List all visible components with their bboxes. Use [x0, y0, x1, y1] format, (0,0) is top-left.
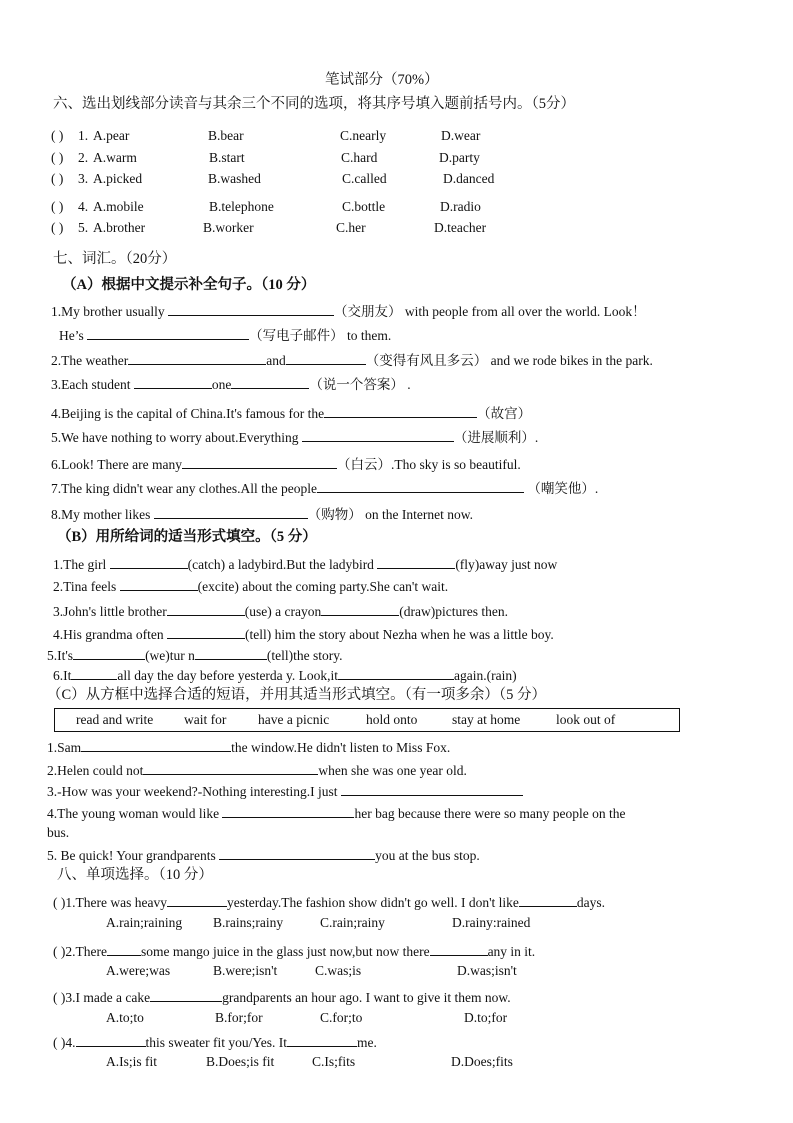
- mc-option-c: C.was;is: [315, 963, 362, 978]
- mc-option-c: C.rain;rainy: [320, 915, 385, 930]
- blank: [287, 1033, 357, 1047]
- blank: [150, 988, 222, 1002]
- question-number: 4.: [78, 199, 89, 214]
- mc-option-c: C.for;to: [320, 1010, 363, 1025]
- question-number: 1.: [78, 128, 89, 143]
- phrase-option: wait for: [184, 712, 227, 727]
- option-d: D.wear: [441, 128, 481, 143]
- option-a: A.mobile: [93, 199, 144, 214]
- blank[interactable]: [317, 479, 524, 493]
- section-7-heading: 七、词汇。（20分）: [53, 251, 177, 267]
- option-a: A.warm: [93, 150, 137, 165]
- blank[interactable]: [324, 404, 477, 418]
- 7c-question-3: 3.-How was your weekend?-Nothing interesting.I just: [47, 782, 523, 800]
- mc-option-d: D.to;for: [464, 1010, 508, 1025]
- option-c: C.hard: [341, 150, 378, 165]
- mc-question-2: ( )2.There some mango juice in the glass just now,but now there any in it.: [53, 944, 536, 959]
- mc-option-a: A.Is;is fit: [106, 1054, 158, 1069]
- answer-bracket[interactable]: ( ): [51, 128, 64, 143]
- option-a: A.pear: [93, 128, 130, 143]
- blank[interactable]: [128, 351, 266, 365]
- mc-question-3: ( )3.I made a cake grandparents an hour ago. I want to give it them now.: [53, 990, 511, 1005]
- blank[interactable]: [231, 375, 309, 389]
- 7a-question-1: 1.My brother usually （交朋友） with people from all over the world. Look！: [51, 304, 646, 319]
- blank: [107, 942, 141, 956]
- blank: [519, 893, 577, 907]
- 7a-question-8: 8.My mother likes （购物） on the Internet now.: [51, 507, 473, 522]
- blank[interactable]: [71, 666, 117, 680]
- phrase-option: look out of: [556, 712, 616, 727]
- phrase-option: read and write: [76, 712, 154, 727]
- blank: [76, 1033, 146, 1047]
- mc-option-b: B.for;for: [215, 1010, 263, 1025]
- blank[interactable]: [120, 577, 198, 591]
- option-c: C.called: [342, 171, 387, 186]
- option-d: D.teacher: [434, 220, 487, 235]
- option-d: D.danced: [443, 171, 495, 186]
- mc-option-b: B.rains;rainy: [213, 915, 284, 930]
- mc-option-d: D.rainy:rained: [452, 915, 531, 930]
- mc-option-a: A.were;was: [106, 963, 171, 978]
- mc-option-d: D.Does;fits: [451, 1054, 513, 1069]
- mc-option-d: D.was;isn't: [457, 963, 517, 978]
- option-d: D.party: [439, 150, 480, 165]
- mc-option-b: B.were;isn't: [213, 963, 278, 978]
- mc-question-4: ( )4. this sweater fit you/Yes. It me.: [53, 1035, 377, 1050]
- question-number: 2.: [78, 150, 89, 165]
- option-c: C.her: [336, 220, 366, 235]
- 7a-question-2: 2.The weather and （变得有风且多云） and we rode bikes in the park.: [51, 353, 653, 368]
- phrase-option: stay at home: [452, 712, 521, 727]
- mc-option-a: A.rain;raining: [106, 915, 183, 930]
- blank[interactable]: [302, 428, 454, 442]
- 7b-question-6: 6.It all day the day before yesterda y. Look,it again.(rain): [53, 668, 517, 683]
- answer-bracket[interactable]: ( ): [51, 199, 64, 214]
- 7b-question-3: 3.John's little brother (use) a crayon (draw)pictures then.: [53, 604, 508, 619]
- answer-bracket[interactable]: ( ): [53, 944, 66, 959]
- blank[interactable]: [167, 625, 245, 639]
- option-c: C.nearly: [340, 128, 387, 143]
- blank[interactable]: [167, 602, 245, 616]
- mc-option-c: C.Is;fits: [312, 1054, 356, 1069]
- answer-bracket[interactable]: ( ): [53, 990, 66, 1005]
- question-number: 3.: [78, 171, 89, 186]
- 7b-question-1: 1.The girl (catch) a ladybird.But the ladybird (fly)away just now: [53, 557, 558, 572]
- option-b: B.start: [209, 150, 245, 165]
- answer-bracket[interactable]: ( ): [51, 171, 64, 186]
- blank: [167, 893, 227, 907]
- blank[interactable]: [222, 804, 354, 818]
- section-6-heading: 六、选出划线部分读音与其余三个不同的选项，将其序号填入题前括号内。（5分）: [53, 96, 575, 112]
- answer-bracket[interactable]: ( ): [53, 1035, 66, 1050]
- option-b: B.bear: [208, 128, 244, 143]
- option-c: C.bottle: [342, 199, 386, 214]
- blank[interactable]: [110, 555, 188, 569]
- section-7c-heading: （C）从方框中选择合适的短语，并用其适当形式填空。（有一项多余）（5 分）: [47, 687, 547, 703]
- blank[interactable]: [87, 326, 249, 340]
- mc-option-b: B.Does;is fit: [206, 1054, 275, 1069]
- mc-question-1: ( )1.There was heavy yesterday.The fashion show didn't go well. I don't like days.: [53, 895, 606, 910]
- blank[interactable]: [338, 666, 454, 680]
- option-a: A.picked: [93, 171, 143, 186]
- blank[interactable]: [154, 505, 308, 519]
- blank: [430, 942, 488, 956]
- blank[interactable]: [81, 738, 231, 752]
- 7b-question-2: 2.Tina feels (excite) about the coming party.She can't wait.: [53, 579, 449, 594]
- blank[interactable]: [377, 555, 455, 569]
- option-d: D.radio: [440, 199, 481, 214]
- 7a-question-5: 5.We have nothing to worry about.Everything （进展顺利）.: [51, 430, 539, 445]
- option-b: B.telephone: [209, 199, 274, 214]
- blank[interactable]: [341, 782, 523, 796]
- answer-bracket[interactable]: ( ): [51, 220, 64, 235]
- blank[interactable]: [168, 302, 334, 316]
- option-b: B.worker: [203, 220, 254, 235]
- 7b-question-5: 5.It's (we)tur n (tell)the story.: [47, 648, 343, 663]
- 7c-question-5: 5. Be quick! Your grandparents you at the bus stop.: [47, 848, 480, 863]
- blank[interactable]: [134, 375, 212, 389]
- section-7a-heading: （A）根据中文提示补全句子。（10 分）: [62, 277, 316, 293]
- phrase-option: hold onto: [366, 712, 418, 727]
- blank[interactable]: [195, 646, 267, 660]
- 7c-question-4-cont: bus.: [47, 825, 70, 840]
- 7a-question-7: 7.The king didn't wear any clothes.All the people （嘲笑他）.: [51, 481, 599, 496]
- option-b: B.washed: [208, 171, 261, 186]
- blank[interactable]: [73, 646, 145, 660]
- 7c-question-1: 1.Sam the window.He didn't listen to Miss Fox.: [47, 740, 451, 755]
- 7b-question-4: 4.His grandma often (tell) him the story about Nezha when he was a little boy.: [53, 627, 554, 642]
- 7c-question-4: 4.The young woman would like her bag because there were so many people on the: [47, 806, 626, 821]
- mc-option-a: A.to;to: [106, 1010, 144, 1025]
- 7a-question-4: 4.Beijing is the capital of China.It's famous for the （故宫）: [51, 406, 532, 421]
- blank[interactable]: [286, 351, 366, 365]
- blank[interactable]: [182, 455, 337, 469]
- 7a-question-1-cont: He’s （写电子邮件） to them.: [59, 328, 392, 343]
- 7a-question-3: 3.Each student one （说一个答案） .: [51, 377, 411, 392]
- answer-bracket[interactable]: ( ): [51, 150, 64, 165]
- blank[interactable]: [143, 761, 318, 775]
- section-7b-heading: （B）用所给词的适当形式填空。（5 分）: [57, 529, 317, 545]
- question-number: 5.: [78, 220, 89, 235]
- page-title: 笔试部分（70%）: [325, 72, 439, 88]
- blank[interactable]: [321, 602, 399, 616]
- 7a-question-6: 6.Look! There are many （白云）.Tho sky is so beautiful.: [51, 457, 521, 472]
- blank[interactable]: [219, 846, 375, 860]
- 7c-question-2: 2.Helen could not when she was one year old.: [47, 763, 467, 778]
- option-a: A.brother: [93, 220, 146, 235]
- section-8-heading: 八、单项选择。（10 分）: [57, 867, 213, 883]
- phrase-option: have a picnic: [258, 712, 330, 727]
- answer-bracket[interactable]: ( ): [53, 895, 66, 910]
